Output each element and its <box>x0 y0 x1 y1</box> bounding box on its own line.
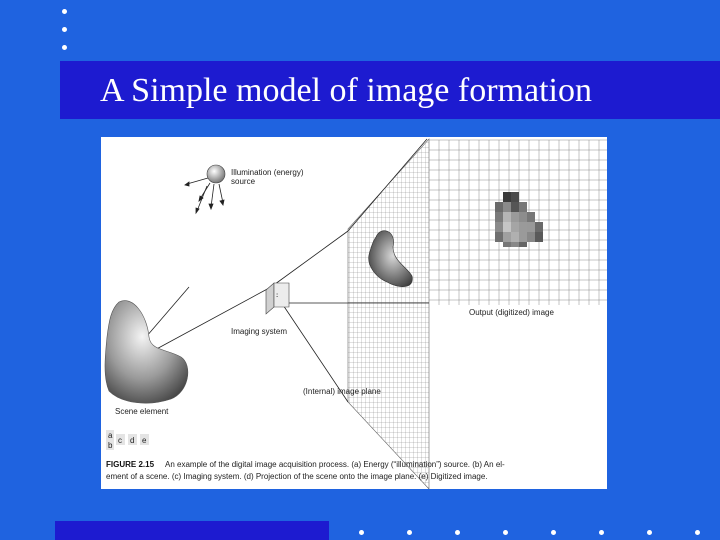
footer-dot <box>407 530 412 535</box>
panel-letter-d: d <box>130 436 135 445</box>
bullet-dot <box>62 9 67 14</box>
footer-dot <box>455 530 460 535</box>
panel-letter-e: e <box>142 436 147 445</box>
footer-dot <box>599 530 604 535</box>
caption-line-1: An example of the digital image acquisition process. (a) Energy (“illumination”) source. (b) An el- <box>165 460 505 469</box>
label-image-plane: (Internal) image plane <box>303 387 381 396</box>
scene-ray <box>151 287 271 352</box>
label-output-image: Output (digitized) image <box>469 308 554 317</box>
footer-dot <box>359 530 364 535</box>
footer-band <box>55 521 329 540</box>
caption-line-2: ement of a scene. (c) Imaging system. (d) Projection of the scene onto the image plane. (e) Digitized image. <box>106 472 488 481</box>
scene-ray <box>146 287 189 337</box>
label-imaging-system: Imaging system <box>231 327 288 336</box>
image-plane <box>348 139 429 489</box>
panel-letters <box>106 430 149 450</box>
footer-dot <box>503 530 508 535</box>
bullet-dot <box>62 45 67 50</box>
panel-letter-c: c <box>118 436 122 445</box>
figure-image-acquisition <box>101 137 607 489</box>
panel-letter-a: a <box>108 431 113 440</box>
label-illumination-source: source <box>231 177 256 186</box>
bullet-dot <box>62 27 67 32</box>
label-scene-element: Scene element <box>115 407 169 416</box>
svg-text::: : <box>275 291 280 299</box>
footer-dot <box>647 530 652 535</box>
slide-title: A Simple model of image formation <box>100 72 592 109</box>
light-rays <box>185 178 224 213</box>
light-source-icon <box>207 165 225 183</box>
caption-figure-label: FIGURE 2.15 <box>106 460 155 469</box>
footer-dot <box>695 530 700 535</box>
footer-dot <box>551 530 556 535</box>
scene-element <box>105 301 188 404</box>
figure-diagram <box>101 137 607 489</box>
label-illumination: Illumination (energy) <box>231 168 304 177</box>
panel-letter-b: b <box>108 441 113 450</box>
